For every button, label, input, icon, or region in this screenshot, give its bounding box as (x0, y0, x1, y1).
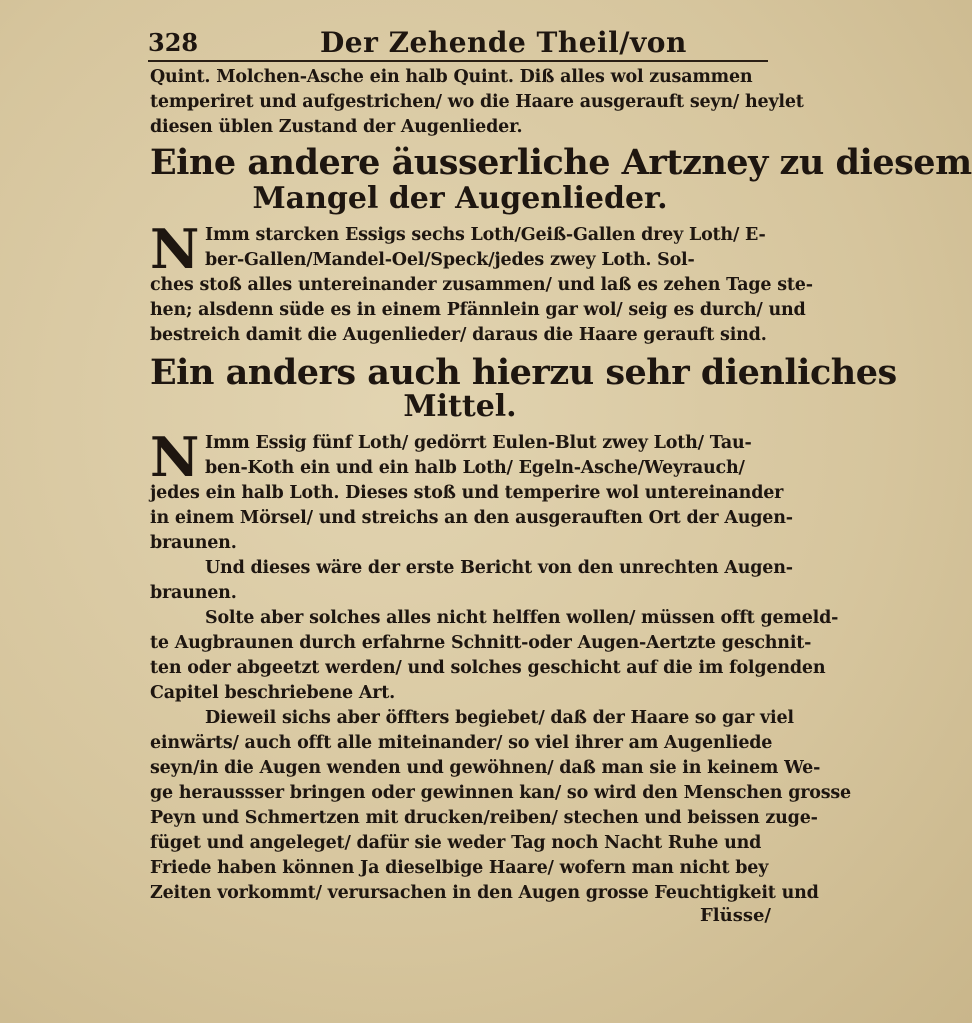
text-line: jedes ein halb Loth. Dieses stoß und temperire wol untereinander (150, 483, 784, 503)
drop-capital: N (150, 217, 200, 281)
text-line: temperiret und aufgestrichen/ wo die Haare ausgerauft seyn/ heylet (150, 92, 804, 112)
text-line: in einem Mörsel/ und streichs an den ausgerauften Ort der Augen- (150, 508, 793, 528)
text-line: braunen. (150, 583, 237, 603)
catchword: Flüsse/ (700, 905, 771, 926)
text-line: Zeiten vorkommt/ verursachen in den Augen grosse Feuchtigkeit und (150, 883, 819, 903)
text-line: ber-Gallen/Mandel-Oel/Speck/jedes zwey Loth. Sol- (205, 250, 695, 270)
text-line: ben-Koth ein und ein halb Loth/ Egeln-Asche/Weyrauch/ (205, 458, 745, 478)
text-line: füget und angeleget/ dafür sie weder Tag noch Nacht Ruhe und (150, 833, 762, 853)
text-line: ches stoß alles untereinander zusammen/ und laß es zehen Tage ste- (150, 275, 813, 295)
running-title: Der Zehende Theil/von (320, 26, 687, 59)
text-line: Peyn und Schmertzen mit drucken/reiben/ stechen und beissen zuge- (150, 808, 818, 828)
text-line: Quint. Molchen-Asche ein halb Quint. Diß alles wol zusammen (150, 67, 753, 87)
page-header (148, 22, 768, 62)
text-line: ge heraussser bringen oder gewinnen kan/ so wird den Menschen grosse (150, 783, 851, 803)
text-line: einwärts/ auch offt alle miteinander/ so viel ihrer am Augenliede (150, 733, 773, 753)
section-heading: Ein anders auch hierzu sehr dienliches (150, 352, 897, 393)
text-line: hen; alsdenn süde es in einem Pfännlein gar wol/ seig es durch/ und (150, 300, 806, 320)
text-line: te Augbraunen durch erfahrne Schnitt-oder Augen-Aertzte geschnit- (150, 633, 812, 653)
text-line: seyn/in die Augen wenden und gewöhnen/ daß man sie in keinem We- (150, 758, 821, 778)
text-line: Capitel beschriebene Art. (150, 683, 396, 703)
text-line: Imm starcken Essigs sechs Loth/Geiß-Gallen drey Loth/ E- (205, 225, 766, 245)
text-line: Imm Essig fünf Loth/ gedörrt Eulen-Blut zwey Loth/ Tau- (205, 433, 752, 453)
section-subheading: Mangel der Augenlieder. (252, 181, 668, 216)
text-line: ten oder abgeetzt werden/ und solches geschicht auf die im folgenden (150, 658, 826, 678)
header-rule (148, 60, 768, 62)
section-subheading: Mittel. (403, 389, 517, 424)
text-line: bestreich damit die Augenlieder/ daraus die Haare gerauft sind. (150, 325, 767, 345)
section-heading: Eine andere äusserliche Artzney zu diesem (150, 142, 972, 183)
text-line: Dieweil sichs aber öffters begiebet/ daß der Haare so gar viel (205, 708, 794, 728)
text-line: Solte aber solches alles nicht helffen wollen/ müssen offt gemeld- (205, 608, 839, 628)
page-number: 328 (148, 28, 199, 57)
text-line: Und dieses wäre der erste Bericht von den unrechten Augen- (205, 558, 793, 578)
text-line: diesen üblen Zustand der Augenlieder. (150, 117, 523, 137)
text-line: braunen. (150, 533, 237, 553)
text-line: Friede haben können Ja dieselbige Haare/ wofern man nicht bey (150, 858, 769, 878)
drop-capital: N (150, 425, 200, 489)
